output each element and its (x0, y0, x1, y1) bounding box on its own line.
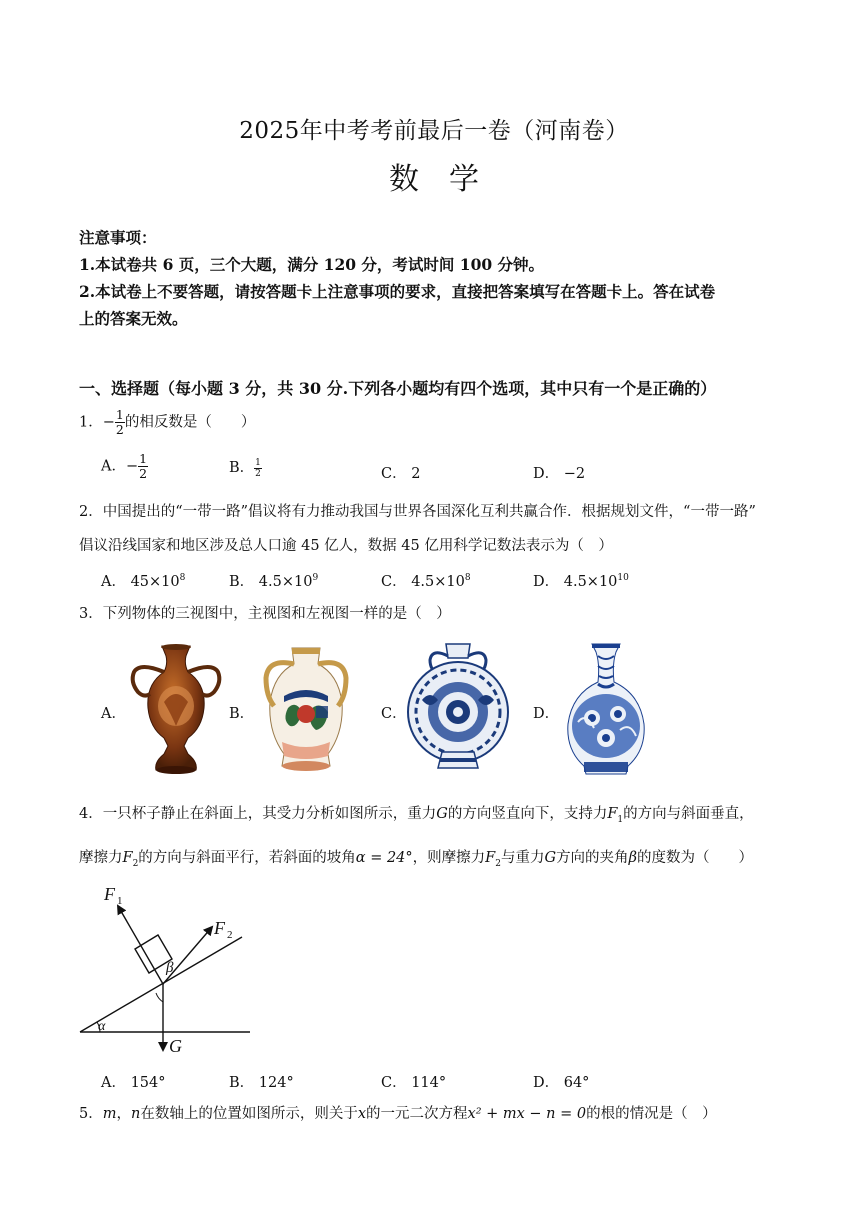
q1-option-a-minus: − (125, 458, 139, 475)
q2-option-a (101, 570, 185, 591)
q4-text-1c: 的方向与斜面垂直， (623, 806, 754, 822)
question-2-line-2: 倡议沿线国家和地区涉及总人口逾 45 亿人，数据 45 亿用科学记数法表示为（ ） (79, 538, 613, 554)
vase-b-image (258, 644, 354, 776)
q1-option-b-fraction (254, 458, 262, 479)
question-2-line-1: 2．中国提出的“一带一路”倡议将有力推动我国与世界各国深化互利共赢合作．根据规划文件，“一带一路” (79, 504, 756, 520)
q5-text-c: 的一元二次方程 (366, 1106, 468, 1122)
q1-option-b-den: 2 (255, 468, 261, 479)
q2-option-d-base: D． 4.5×10 (533, 574, 618, 590)
q1-option-b (229, 456, 262, 479)
q4-symbol-f1-sub: 1 (617, 814, 624, 825)
q3-option-b: B． (229, 706, 255, 722)
q5-symbol-x: x (357, 1106, 367, 1122)
f1-label-sub: 1 (117, 895, 123, 907)
q5-equation: x² + mx − n = 0 (467, 1106, 587, 1122)
q4-symbol-g-b: G (544, 850, 557, 866)
q4-text-2e: 方向的夹角 (556, 850, 629, 866)
q1-option-a-den: 2 (139, 466, 148, 481)
q1-option-b-label: B． (229, 460, 255, 476)
q2-option-c-exp: 8 (464, 573, 471, 584)
q5-text-b: 在数轴上的位置如图所示，则关于 (140, 1106, 358, 1122)
q4-symbol-beta: β (628, 850, 637, 866)
q1-fraction (115, 408, 125, 437)
question-5 (79, 1104, 717, 1124)
q4-symbol-f2-sub: 2 (132, 858, 139, 869)
notice-item-2-line-2: 上的答案无效。 (79, 309, 188, 328)
q4-alpha-equation: α = 24° (355, 850, 413, 866)
section-title: 一、选择题（每小题 3 分，共 30 分.下列各小题均有四个选项，其中只有一个是正确的） (79, 379, 717, 398)
q1-option-a-num: 1 (139, 451, 148, 466)
force-diagram (76, 880, 266, 1060)
q5-comma: ， (116, 1106, 131, 1122)
q4-option-c: C． 114° (381, 1075, 447, 1091)
question-4-line-1 (79, 804, 754, 830)
q1-text: 的相反数是（ ） (124, 414, 256, 431)
question-3: 3．下列物体的三视图中，主视图和左视图一样的是（ ） (79, 606, 451, 622)
beta-arc (156, 993, 163, 1002)
q4-text-2c: ，则摩擦力 (412, 850, 486, 866)
q4-symbol-f2-b-sub: 2 (495, 858, 501, 869)
q1-option-a-fraction (138, 452, 148, 481)
q4-symbol-g: G (436, 806, 448, 822)
q4-option-b: B． 124° (229, 1075, 294, 1091)
q1-option-c: C． 2 (381, 466, 421, 482)
vase-a-image (126, 642, 226, 776)
q5-text-d: 的根的情况是（ ） (586, 1106, 717, 1122)
q2-option-a-exp: 8 (179, 573, 186, 584)
q2-option-c-base: C． 4.5×10 (381, 574, 465, 590)
q4-text-1a: 4．一只杯子静止在斜面上，其受力分析如图所示，重力 (79, 806, 437, 822)
question-4-line-2 (79, 848, 753, 874)
q1-frac-num: 1 (115, 407, 124, 422)
q4-text-2d: 与重力 (500, 850, 545, 866)
exam-subject: 数学 (389, 162, 509, 197)
q5-number: 5． (79, 1106, 103, 1122)
notice-block (79, 224, 799, 332)
q4-symbol-f2-b: F (485, 850, 496, 866)
q1-option-d: D． −2 (533, 466, 586, 482)
q3-option-d: D． (533, 706, 560, 722)
vase-d-image (562, 642, 650, 778)
f2-label-sub: 2 (227, 929, 233, 941)
q1-frac-den: 2 (115, 422, 124, 437)
q4-text-1b: 的方向竖直向下，支持力 (447, 806, 608, 822)
f1-arrow (118, 906, 163, 984)
f2-label: F (214, 918, 225, 938)
q4-text-2b: 的方向与斜面平行，若斜面的坡角 (138, 850, 356, 866)
beta-label: β (166, 960, 174, 976)
q3-option-c: C． (381, 706, 407, 722)
notice-item-1: 1.本试卷共 6 页，三个大题，满分 120 分，考试时间 100 分钟。 (79, 255, 545, 274)
q4-text-2f: 的度数为（ ） (636, 850, 753, 866)
q1-option-a (101, 452, 148, 481)
q1-option-b-num: 1 (255, 457, 261, 468)
q4-option-a: A． 154° (101, 1075, 166, 1091)
f1-label: F (104, 884, 115, 904)
q1-option-a-label: A． (101, 458, 126, 475)
question-1 (79, 408, 255, 437)
incline-line (80, 937, 242, 1032)
notice-item-2-line-1: 2.本试卷上不要答题，请按答题卡上注意事项的要求，直接把答案填写在答题卡上。答在试卷 (79, 282, 716, 301)
q4-symbol-f1: F (607, 806, 618, 822)
g-label: G (169, 1036, 182, 1056)
q4-option-d: D． 64° (533, 1075, 590, 1091)
q2-option-c (381, 570, 471, 591)
q5-symbol-n: n (130, 1106, 141, 1122)
q3-option-a: A． (101, 706, 126, 722)
q4-symbol-f2: F (122, 850, 133, 866)
q2-option-b (229, 570, 318, 591)
alpha-label: α (98, 1019, 106, 1034)
q4-text-2a: 摩擦力 (79, 850, 123, 866)
q1-minus: − (102, 414, 115, 431)
notice-heading: 注意事项： (79, 228, 157, 247)
q2-option-b-exp: 9 (312, 573, 319, 584)
exam-title: 2025年中考考前最后一卷（河南卷） (239, 118, 629, 144)
q1-number: 1． (79, 414, 103, 431)
q5-symbol-m: m (102, 1106, 117, 1122)
q2-option-a-base: A． 45×10 (101, 574, 180, 590)
q2-option-d-exp: 10 (617, 573, 629, 584)
q2-option-b-base: B． 4.5×10 (229, 574, 313, 590)
q2-option-d (533, 570, 629, 591)
vase-c-image (402, 640, 514, 778)
